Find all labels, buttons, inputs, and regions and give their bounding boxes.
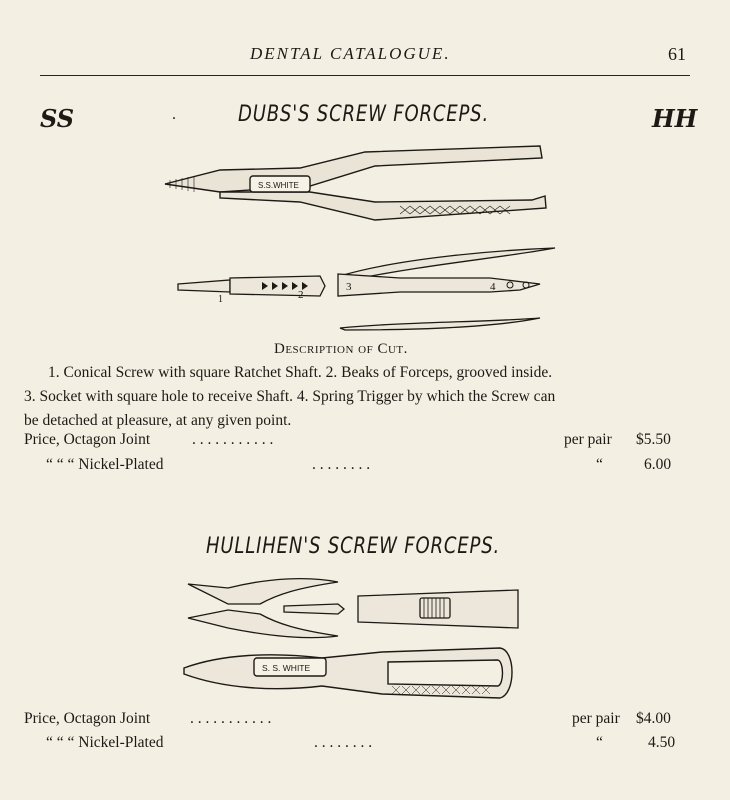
price-unit: “ [596,456,603,473]
price-value: 4.50 [648,734,676,751]
price-leader: . . . . . . . . [312,456,371,473]
dubs-price-row [24,456,694,478]
description-line: 3. Socket with square hole to receive Shaft. 4. Spring Trigger by which the Screw can [24,388,556,405]
hullihen-forceps-illustration [182,638,522,708]
dubs-stamp: S.S.WHITE [258,181,299,190]
price-leader: . . . . . . . . . . . [192,431,274,448]
dubs-label-3: 3 [346,281,352,293]
ornament-dot: . [172,106,176,123]
ornament-left-icon: SS [40,104,75,133]
dubs-label-2: 2 [298,289,304,301]
running-title: DENTAL CATALOGUE. [250,44,451,63]
price-unit: “ [596,734,603,751]
description-heading: Description of Cut. [274,341,408,357]
dubs-price-row [24,431,694,453]
price-label: “ “ “ Nickel-Plated [46,734,164,751]
header-rule [40,75,690,76]
price-leader: . . . . . . . . . . . [190,710,272,727]
hullihen-price-row [24,734,694,756]
price-unit: per pair [564,431,612,448]
ornament-right-icon: HH [652,104,698,133]
price-label: Price, Octagon Joint [24,710,151,727]
hullihen-stamp: S. S. WHITE [262,663,311,673]
dubs-label-1: 1 [218,294,223,305]
price-leader: . . . . . . . . [314,734,373,751]
price-value: 6.00 [644,456,672,473]
price-unit: per pair [572,710,620,727]
hullihen-parts-illustration [188,574,528,644]
dubs-section-title: DUBS'S SCREW FORCEPS. [238,102,490,127]
hullihen-section-title: HULLIHEN'S SCREW FORCEPS. [206,534,501,559]
price-value: $4.00 [636,710,671,727]
description-line: be detached at pleasure, at any given point. [24,412,292,429]
description-line: 1. Conical Screw with square Ratchet Shaft. 2. Beaks of Forceps, grooved inside. [48,364,553,381]
dubs-forceps-illustration [160,140,550,240]
dubs-label-4: 4 [490,281,496,293]
page-number: 61 [668,44,686,64]
dubs-parts-illustration [170,238,565,338]
running-head [0,44,730,68]
price-label: “ “ “ Nickel-Plated [46,456,164,473]
price-value: $5.50 [636,431,671,448]
hullihen-price-row [24,710,694,732]
price-label: Price, Octagon Joint [24,431,151,448]
